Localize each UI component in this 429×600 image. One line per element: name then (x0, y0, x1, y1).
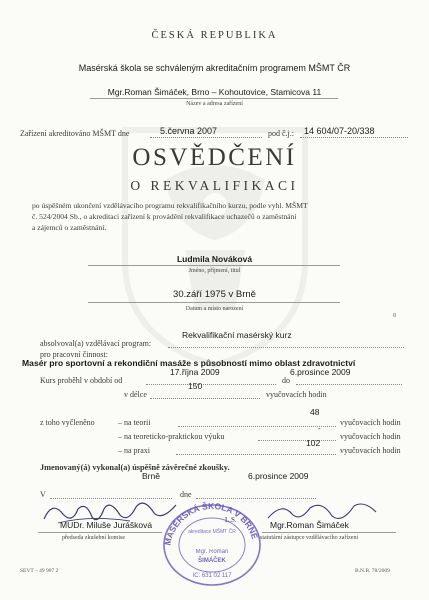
accreditation-date: 5.června 2007 (160, 126, 218, 136)
stamp-name-2: ŠIMÁČEK (198, 558, 226, 564)
ls-mark: L.S. (225, 516, 237, 524)
theory-practical-hours: - (318, 424, 321, 433)
school-name: Masérská škola se schváleným akreditačním programem MŠMT ČR (78, 63, 351, 73)
course-to-date: 6.prosince 2009 (290, 367, 351, 377)
program-value: Rekvalifikační masérský kurz (182, 330, 292, 340)
side-mark: 8 (393, 313, 396, 319)
accreditation-ref-line (300, 137, 408, 138)
accreditation-ref: 14 604/07-20/338 (304, 126, 375, 136)
stamp-inner-text: akreditace MŠMT ČR (188, 529, 236, 535)
theory-practical-unit: vyučovacích hodin (340, 432, 401, 441)
stamp-name-1: Mgr. Roman (195, 549, 229, 555)
practice-hours: 102 (306, 438, 321, 448)
theory-line (178, 426, 336, 427)
stamp-ring-text: MASÉRSKÁ ŠKOLA V BRNĚ (162, 500, 261, 547)
course-from-line (146, 384, 276, 385)
right-signature-line (262, 532, 396, 533)
left-signatory-caption: předseda zkušební komise (62, 535, 125, 541)
program-line (168, 347, 404, 348)
official-stamp-icon (156, 493, 268, 587)
facility-caption: Název a adresa zařízení (186, 101, 243, 107)
theory-label: – na teorii (118, 418, 151, 427)
stamp-ico: IČ: 631 02 117 (192, 573, 232, 579)
footer-left: SEVT – 49 907 2 (20, 568, 59, 574)
course-hours-unit: vyučovacích hodin (266, 390, 327, 399)
split-label: z toho vyčleněno (40, 418, 95, 427)
country-heading: ČESKÁ REPUBLIKA (151, 30, 278, 41)
certificate-title: OSVĚDČENÍ (132, 144, 297, 171)
program-label: absolvoval(a) vzdělávací program: (40, 339, 152, 348)
theory-hours: 48 (310, 407, 320, 417)
course-hours-line (150, 398, 260, 399)
intro-line-2: č. 524/2004 Sb., o akreditaci zařízení k provádění rekvalifikace uchazečů o zaměstnání (32, 212, 297, 221)
course-length-label: v délce (124, 390, 147, 399)
course-to-line (296, 384, 402, 385)
svg-text:MASÉRSKÁ ŠKOLA V BRNĚ (162, 500, 261, 546)
certificate-subtitle: O REKVALIFIKACI (130, 178, 299, 193)
practice-label: – na praxi (118, 446, 150, 455)
person-name-underline (88, 265, 340, 266)
exam-date: 6.prosince 2009 (248, 471, 309, 481)
exam-place: Brně (142, 471, 160, 481)
person-birth-caption: Datum a místo narození (185, 306, 244, 312)
exam-dne-label: dne (180, 490, 192, 499)
course-from-date: 17.října 2009 (170, 367, 220, 377)
left-signature-line (38, 532, 162, 533)
right-signatory-caption: statutární zástupce vzdělávacího zařízení (260, 535, 359, 541)
activity-label: pro pracovní činnost: (40, 350, 108, 359)
practice-unit: vyučovacích hodin (340, 446, 401, 455)
theory-unit: vyučovacích hodin (340, 418, 401, 427)
facility-address: Mgr.Roman Šimáček, Brno – Kohoutovice, Stamicova 11 (107, 87, 322, 97)
person-birth-underline (88, 302, 340, 303)
theory-practical-line (258, 440, 336, 441)
left-signatory-name: MUDr. Miluše Jurášková (60, 520, 153, 530)
person-birth: 30.září 1975 v Brně (173, 289, 256, 300)
intro-line-3: a zájemců o zaměstnání. (32, 223, 107, 232)
person-name-caption: Jméno, příjmení, titul (188, 268, 241, 274)
practice-line (176, 454, 336, 455)
exam-label: Jmenovaný(á) vykonal(a) úspěšně závěrečné zkoušky. (40, 463, 230, 472)
person-name: Ludmila Nováková (176, 254, 253, 264)
accreditation-label: Zařízení akreditováno MŠMT dne (20, 129, 130, 138)
right-signatory-name: Mgr.Roman Šimáček (270, 520, 349, 530)
activity-value: Masér pro sportovní a rekondiční masáže s působností mimo oblast zdravotnictví (22, 358, 356, 368)
facility-underline (90, 98, 338, 99)
course-to-label: do (282, 376, 290, 385)
course-hours: 150 (188, 381, 203, 391)
footer-right: B.N.B. 78/2009 (355, 568, 390, 574)
exam-v-label: V (40, 490, 46, 499)
accreditation-date-line (150, 137, 262, 138)
accreditation-ref-label: pod č.j.: (268, 129, 294, 138)
course-period-label: Kurs proběhl v období od (40, 376, 123, 385)
theory-practical-label: – na teoreticko-praktickou výuku (118, 432, 225, 441)
intro-line-1: po úspěšném ukončení vzdělávacího programu rekvalifikačního kurzu, podle vyhl. MŠMT (32, 201, 308, 210)
